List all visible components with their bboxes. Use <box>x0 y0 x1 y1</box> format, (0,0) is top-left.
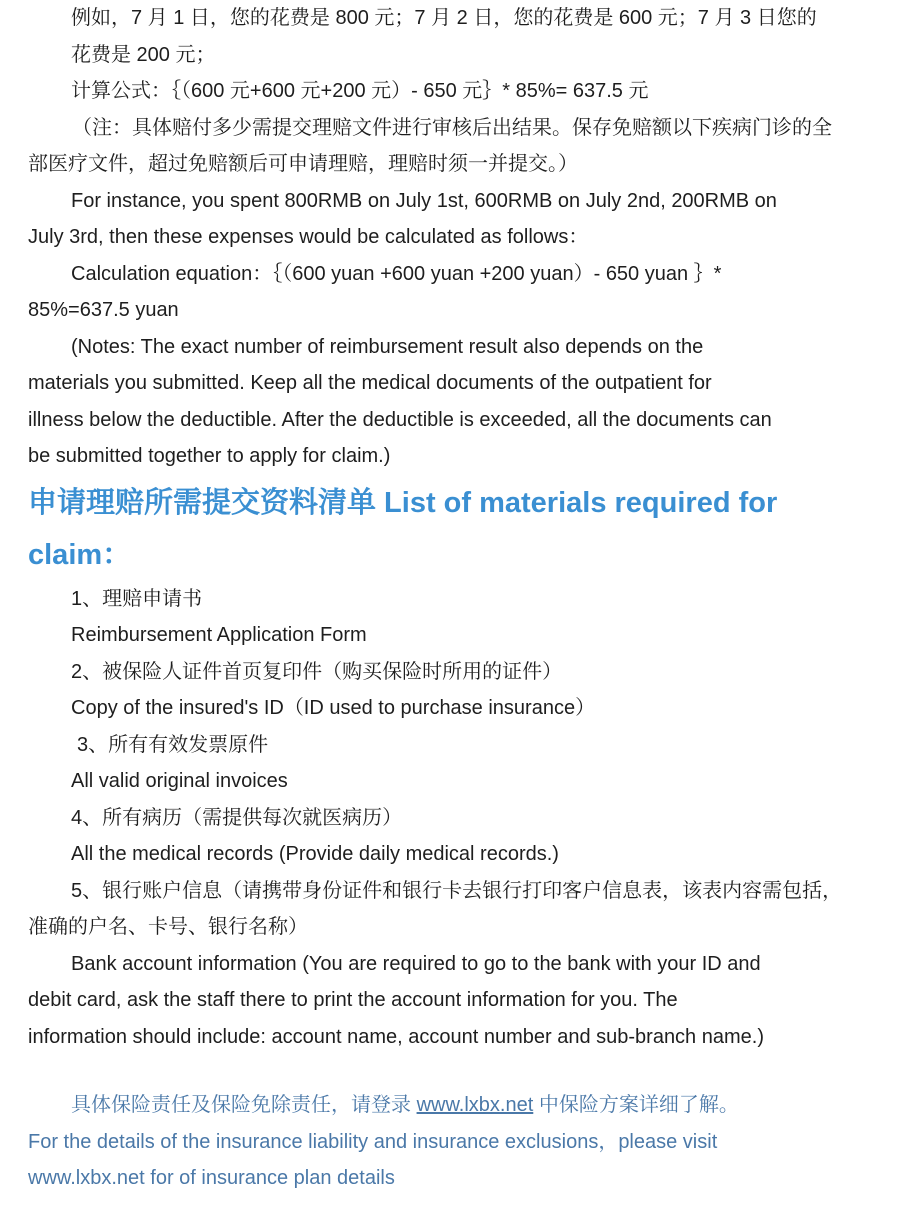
list-item-3-en: All valid original invoices <box>71 770 288 792</box>
list-item-5-en-line3: information should include: account name, account number and sub-branch name.) <box>28 1025 764 1048</box>
footer-cn-prefix: 具体保险责任及保险免除责任，请登录 <box>71 1094 417 1116</box>
list-item-2-en: Copy of the insured's ID（ID used to purchase insurance） <box>71 697 596 719</box>
footer-cn-suffix: 中保险方案详细了解。 <box>533 1094 739 1116</box>
example-en-line1: For instance, you spent 800RMB on July 1st, 600RMB on July 2nd, 200RMB on <box>71 189 777 212</box>
spacer <box>28 1055 888 1087</box>
list-item-4-cn: 4、所有病历（需提供每次就医病历） <box>71 806 403 829</box>
list-item-2-cn: 2、被保险人证件首页复印件（购买保险时所用的证件） <box>71 660 563 683</box>
example-en-line2: July 3rd, then these expenses would be calculated as follows： <box>28 226 589 248</box>
list-item-5-en-line1: Bank account information (You are required to go to the bank with your ID and <box>71 952 761 975</box>
materials-heading-line1: 申请理赔所需提交资料清单 List of materials required for <box>28 486 778 519</box>
footer-cn-line <box>28 1087 888 1124</box>
materials-heading-line2: claim： <box>28 538 132 571</box>
example-en-note-line3: illness below the deductible. After the deductible is exceeded, all the documents can <box>28 408 772 431</box>
footer-en-line2: www.lxbx.net for of insurance plan details <box>28 1167 395 1189</box>
example-cn-formula: 计算公式：｛（600 元+600 元+200 元）- 650 元｝* 85%= 637.5 元 <box>71 80 649 102</box>
example-cn-line1: 例如，7 月 1 日，您的花费是 800 元；7 月 2 日，您的花费是 600 元；7 月 3 日您的 <box>71 7 817 29</box>
example-cn-note-line2: 部医疗文件，超过免赔额后可申请理赔，理赔时须一并提交。） <box>28 153 578 175</box>
example-en-formula-line2: 85%=637.5 yuan <box>28 299 179 321</box>
example-en-note-line4: be submitted together to apply for claim.) <box>28 445 391 467</box>
example-cn-line2: 花费是 200 元； <box>71 43 216 66</box>
example-en-formula-line1: Calculation equation：｛（600 yuan +600 yuan +200 yuan）- 650 yuan ｝* <box>71 262 722 285</box>
list-item-5-cn-line1: 5、银行账户信息（请携带身份证件和银行卡去银行打印客户信息表，该表内容需包括， <box>71 879 843 902</box>
list-item-5-cn-line2: 准确的户名、卡号、银行名称） <box>28 916 308 938</box>
list-item-4-en: All the medical records (Provide daily medical records.) <box>71 843 559 865</box>
lxbx-link[interactable]: www.lxbx.net <box>416 1094 534 1116</box>
example-cn-note-line1: （注：具体赔付多少需提交理赔文件进行审核后出结果。保存免赔额以下疾病门诊的全 <box>72 116 832 139</box>
example-en-note-line1: (Notes: The exact number of reimbursement result also depends on the <box>71 335 704 358</box>
materials-list <box>28 581 888 1056</box>
list-item-1-cn: 1、理赔申请书 <box>71 587 203 610</box>
list-item-5-en-line2: debit card, ask the staff there to print the account information for you. The <box>28 989 678 1011</box>
footer-en-line1: For the details of the insurance liability and insurance exclusions，please visit <box>28 1130 718 1153</box>
list-item-3-cn: 3、所有有效发票原件 <box>77 733 269 756</box>
list-item-1-en: Reimbursement Application Form <box>71 624 367 646</box>
example-en-note-line2: materials you submitted. Keep all the medical documents of the outpatient for <box>28 372 712 394</box>
